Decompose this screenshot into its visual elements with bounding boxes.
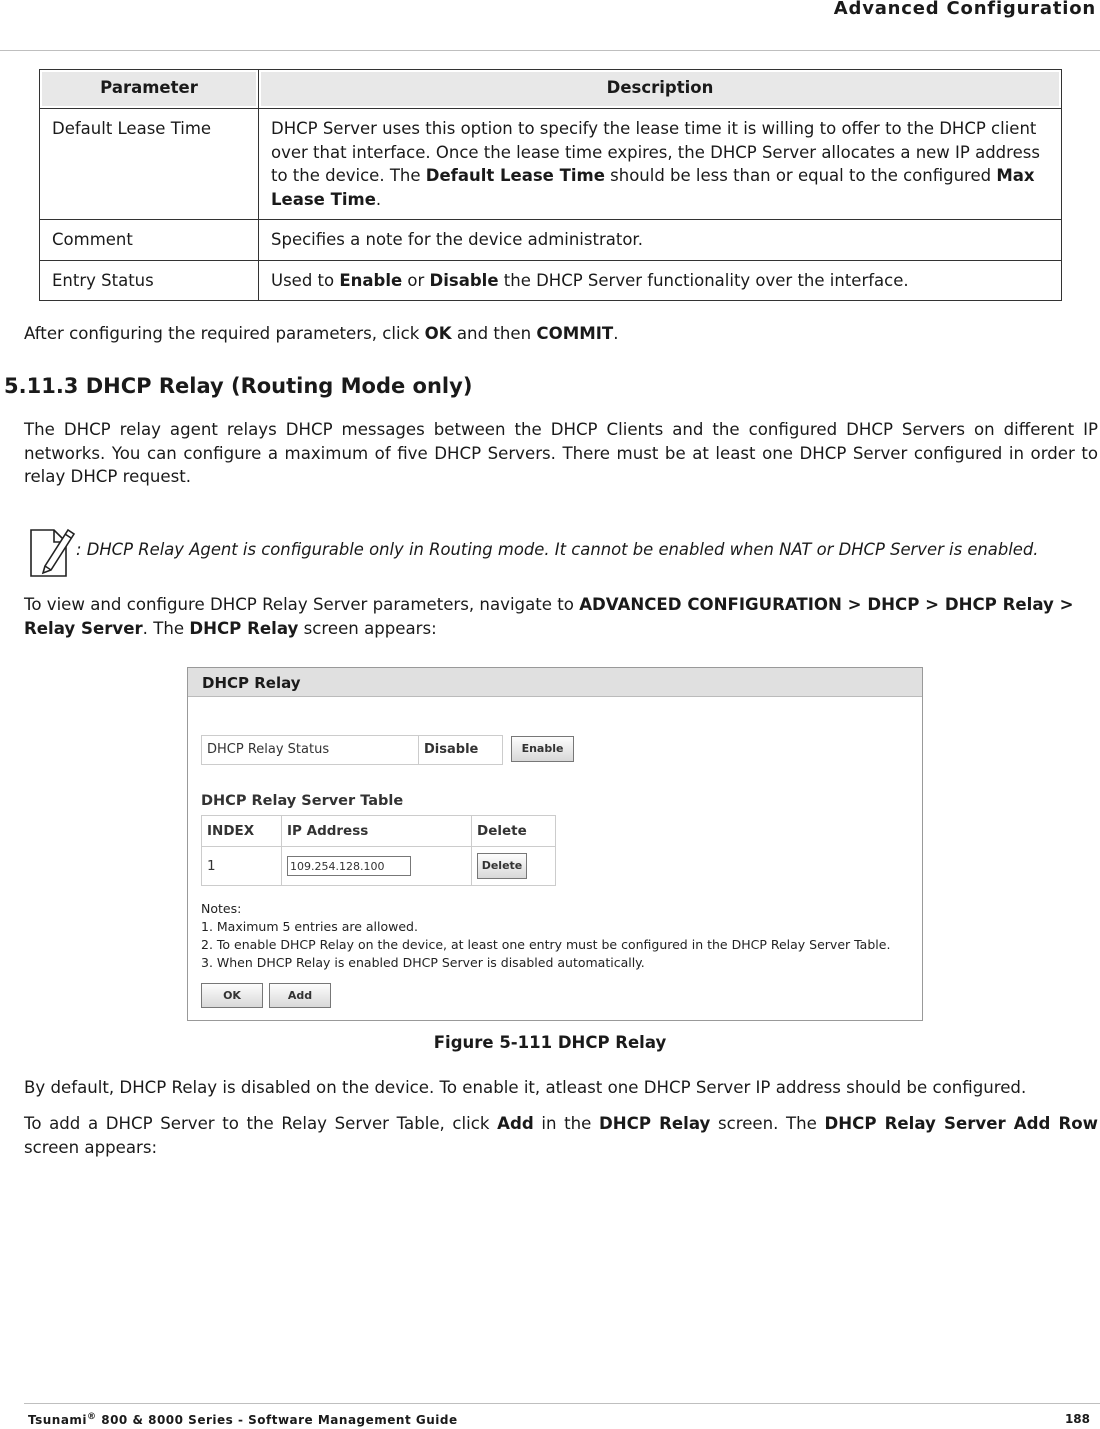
paragraph-commit: After configuring the required parameters, click OK and then COMMIT. xyxy=(24,324,619,343)
relay-server-table-title: DHCP Relay Server Table xyxy=(201,793,404,809)
figure-caption: Figure 5-111 DHCP Relay xyxy=(433,1033,667,1052)
table-row xyxy=(40,260,1062,301)
relay-status-row xyxy=(201,735,574,765)
paragraph-add-server: To add a DHCP Server to the Relay Server Table, click Add in the DHCP Relay screen. The DHCP Relay Server Add Row screen appears: xyxy=(24,1114,1098,1157)
note-item: 1. Maximum 5 entries are allowed. xyxy=(201,919,418,934)
note-item: 3. When DHCP Relay is enabled DHCP Server is disabled automatically. xyxy=(201,955,645,970)
section-heading: 5.11.3 DHCP Relay (Routing Mode only) xyxy=(4,374,473,398)
column-header-parameter: Parameter xyxy=(40,70,259,109)
footer-title: Tsunami® 800 & 8000 Series - Software Management Guide xyxy=(28,1412,458,1427)
param-description: Used to Enable or Disable the DHCP Server functionality over the interface. xyxy=(259,260,1062,301)
notes-block xyxy=(201,900,890,972)
dhcp-relay-screenshot xyxy=(187,667,923,1021)
add-button[interactable]: Add xyxy=(269,983,331,1008)
footer-divider xyxy=(24,1403,1100,1404)
header-title: Advanced Configuration xyxy=(833,0,1096,19)
table-row xyxy=(40,220,1062,261)
note-item: 2. To enable DHCP Relay on the device, at least one entry must be configured in the DHCP Relay Server Table. xyxy=(201,937,891,952)
header-divider xyxy=(0,50,1100,51)
relay-status-value: Disable xyxy=(419,735,503,765)
row-index: 1 xyxy=(202,847,282,886)
ok-button[interactable]: OK xyxy=(201,983,263,1008)
enable-button[interactable]: Enable xyxy=(511,736,574,762)
notes-title: Notes: xyxy=(201,901,242,916)
page-number: 188 xyxy=(1064,1412,1090,1426)
column-header-index: INDEX xyxy=(202,816,282,847)
relay-status-label: DHCP Relay Status xyxy=(201,735,419,765)
param-name: Comment xyxy=(40,220,259,261)
param-name: Entry Status xyxy=(40,260,259,301)
column-header-delete: Delete xyxy=(472,816,556,847)
paragraph-navigation: To view and configure DHCP Relay Server parameters, navigate to ADVANCED CONFIGURATION > DHCP > DHCP Relay > Relay Server. The DHCP Relay screen appears: xyxy=(24,595,1074,638)
paragraph-intro: The DHCP relay agent relays DHCP messages between the DHCP Clients and the configured DHCP Servers on different IP networks. You can configure a maximum of five DHCP Servers. There must be at least one DHCP Server configured in order to relay DHCP request. xyxy=(24,420,1098,486)
param-description: DHCP Server uses this option to specify the lease time it is willing to offer to the DHCP client over that interface. Once the lease time expires, the DHCP Server allocates a new IP address to the device. The Default Lease Time should be less than or equal to the configured Max Lease Time. xyxy=(259,109,1062,220)
note-pencil-icon xyxy=(28,520,76,578)
parameter-table xyxy=(39,69,1062,301)
delete-button[interactable]: Delete xyxy=(477,853,527,879)
column-header-description: Description xyxy=(259,70,1062,109)
param-description: Specifies a note for the device administrator. xyxy=(259,220,1062,261)
ip-address-input[interactable]: 109.254.128.100 xyxy=(287,856,411,876)
note-text: : DHCP Relay Agent is configurable only in Routing mode. It cannot be enabled when NAT or DHCP Server is enabled. xyxy=(76,540,1039,559)
table-row xyxy=(202,847,556,886)
paragraph-default: By default, DHCP Relay is disabled on the device. To enable it, atleast one DHCP Server IP address should be configured. xyxy=(24,1078,1027,1097)
column-header-ip-address: IP Address xyxy=(282,816,472,847)
table-row xyxy=(40,109,1062,220)
panel-title: DHCP Relay xyxy=(188,668,922,697)
bottom-button-bar xyxy=(201,983,331,1008)
param-name: Default Lease Time xyxy=(40,109,259,220)
relay-server-table xyxy=(201,815,556,886)
